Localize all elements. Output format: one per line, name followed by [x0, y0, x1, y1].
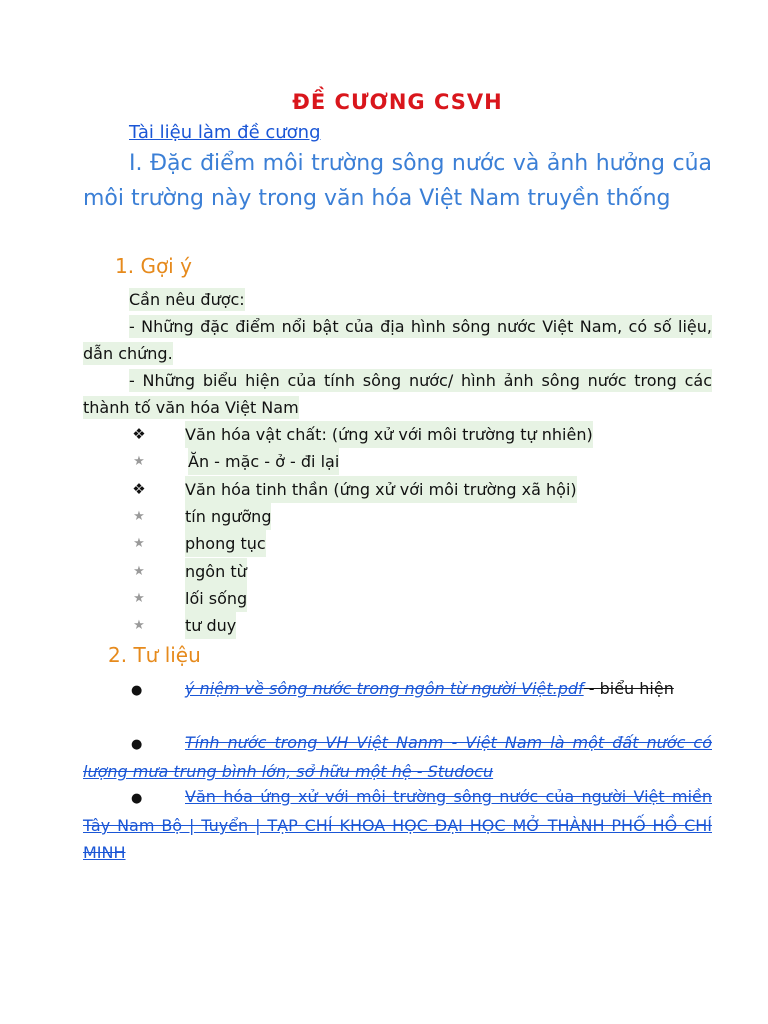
reference-item-1[interactable] — [83, 675, 712, 704]
section-heading-1: I. Đặc điểm môi trường sông nước và ảnh hưởng của môi trường này trong văn hóa Việt Nam truyền thống — [83, 151, 712, 211]
star-icon: ★ — [133, 590, 145, 606]
point-2-text: - Những biểu hiện của tính sông nước/ hình ảnh sông nước trong các thành tố văn hóa Việt Nam — [83, 371, 712, 417]
reference-link-2[interactable]: Tính nước trong VH Việt Nanm - Việt Nam là một đất nước có lượng mưa trung bình lớn, sở hữu một hệ - Studocu — [83, 733, 712, 781]
subheading-goi-y: 1. Gợi ý — [115, 254, 192, 278]
bullet-dot-icon: ● — [131, 683, 143, 698]
point-2 — [83, 367, 712, 421]
bullet-item — [83, 612, 712, 639]
bullet-item-text: phong tục — [185, 530, 266, 557]
bullet-item-text: Văn hóa vật chất: (ứng xử với môi trường tự nhiên) — [185, 421, 593, 448]
star-icon: ★ — [133, 536, 145, 552]
bullet-dot-icon: ● — [131, 737, 143, 752]
bullet-item — [83, 476, 712, 503]
reference-link-3[interactable]: Văn hóa ứng xử với môi trường sông nước của người Việt miền Tây Nam Bộ | Tuyển | TẠP CHÍ KHOA HỌC ĐẠI HỌC MỞ THÀNH PHỐ HỒ CHÍ MINH — [83, 787, 712, 862]
bullet-item-text: Văn hóa tinh thần (ứng xử với môi trường xã hội) — [185, 476, 577, 503]
document-title: ĐỀ CƯƠNG CSVH — [292, 90, 503, 114]
subheading-tu-lieu: 2. Tư liệu — [108, 643, 201, 667]
doc-source-link[interactable]: Tài liệu làm đề cương — [129, 122, 321, 143]
bullet-item-text: tư duy — [185, 612, 236, 639]
lead-text — [129, 286, 712, 313]
bullet-item — [83, 421, 712, 448]
star-icon: ★ — [133, 563, 145, 579]
bullet-item — [83, 585, 712, 612]
bullet-item-text: lối sống — [185, 585, 247, 612]
bullet-item-text: tín ngưỡng — [185, 503, 271, 530]
bullet-dot-icon: ● — [131, 791, 143, 806]
bullet-item — [83, 530, 712, 557]
bullet-item — [83, 448, 712, 475]
point-1-text: - Những đặc điểm nổi bật của địa hình sông nước Việt Nam, có số liệu, dẫn chứng. — [83, 317, 712, 363]
star-icon: ★ — [133, 454, 145, 470]
lead-text-span: Cần nêu được: — [129, 290, 245, 309]
star-icon: ★ — [133, 508, 145, 524]
bullet-item — [83, 558, 712, 585]
reference-link-1[interactable]: ý niệm về sông nước trong ngôn từ người Việt.pdf — [185, 679, 584, 698]
star-icon: ★ — [133, 618, 145, 634]
diamond-icon: ❖ — [132, 425, 146, 443]
reference-tail-1: - biểu hiện — [583, 679, 674, 698]
diamond-icon: ❖ — [132, 479, 146, 498]
bullet-item-text: ngôn từ — [185, 558, 247, 585]
bullet-item-text: Ăn - mặc - ở - đi lại — [188, 448, 339, 475]
reference-item-3[interactable] — [83, 783, 712, 866]
point-1 — [83, 313, 712, 367]
reference-item-2[interactable] — [83, 729, 712, 785]
bullet-item — [83, 503, 712, 530]
